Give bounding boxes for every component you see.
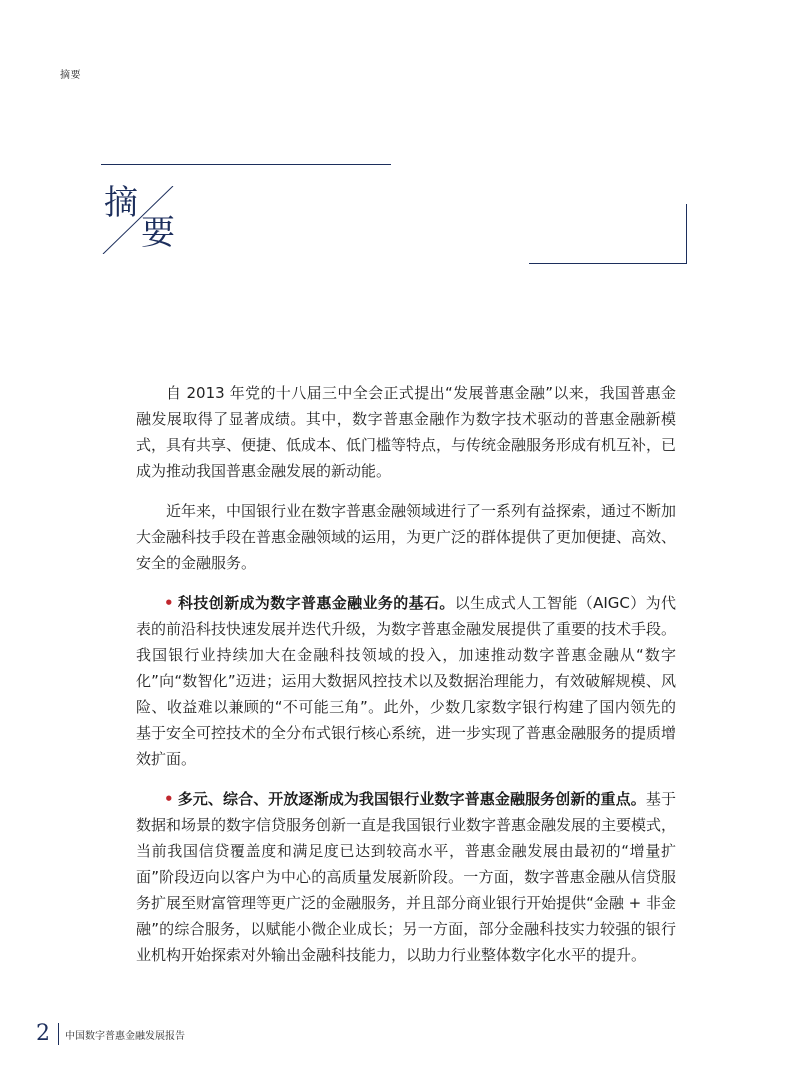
page-footer [36,1022,185,1046]
title-corner-bracket [529,204,687,264]
bullet-text-2: 基于数据和场景的数字信贷服务创新一直是我国银行业数字普惠金融发展的主要模式，当前我国信贷覆盖度和满足度已达到较高水平，普惠金融发展由最初的“增量扩面”阶段迈向以客户为中心的高质量发展新阶段。一方面，数字普惠金融从信贷服务扩展至财富管理等更广泛的金融服务，并且部分商业银行开始提供“金融 + 非金融”的综合服务，以赋能小微企业成长；另一方面，部分金融科技实力较强的银行业机构开始探索对外输出金融科技能力，以助力行业整体数字化水平的提升。 [136,790,677,964]
bullet-dot-icon: • [164,790,174,808]
paragraph-2: 近年来，中国银行业在数字普惠金融领域进行了一系列有益探索，通过不断加大金融科技手段在普惠金融领域的运用，为更广泛的群体提供了更加便捷、高效、安全的金融服务。 [136,502,677,572]
bullet-lead-1: 科技创新成为数字普惠金融业务的基石。 [177,594,455,612]
page-number: 2 [36,1021,50,1046]
bullet-dot-icon: • [164,594,174,612]
running-head: 摘要 [60,70,81,81]
body-text [136,380,676,982]
bullet-item-1 [136,590,676,772]
paragraph-1: 自 2013 年党的十八届三中全会正式提出“发展普惠金融”以来，我国普惠金融发展取得了显著成绩。其中，数字普惠金融作为数字技术驱动的普惠金融新模式，具有共享、便捷、低成本、低门槛等特点，与传统金融服务形成有机互补，已成为推动我国普惠金融发展的新动能。 [136,384,677,480]
bullet-text-1: 以生成式人工智能（AIGC）为代表的前沿科技快速发展并迭代升级，为数字普惠金融发展提供了重要的技术手段。我国银行业持续加大在金融科技领域的投入，加速推动数字普惠金融从“数字化”向“数智化”迈进；运用大数据风控技术以及数据治理能力，有效破解规模、风险、收益难以兼顾的“不可能三角”。此外，少数几家数字银行构建了国内领先的基于安全可控技术的全分布式银行核心系统，进一步实现了普惠金融服务的提质增效扩面。 [136,594,677,768]
page-title-char-2: 要 [141,213,175,253]
page-title-char-1: 摘 [104,183,138,223]
bullet-item-2 [136,786,676,968]
title-top-rule [101,164,391,165]
footer-divider [58,1023,59,1045]
footer-report-title: 中国数字普惠金融发展报告 [65,1030,185,1042]
bullet-lead-2: 多元、综合、开放逐渐成为我国银行业数字普惠金融服务创新的重点。 [177,790,646,808]
